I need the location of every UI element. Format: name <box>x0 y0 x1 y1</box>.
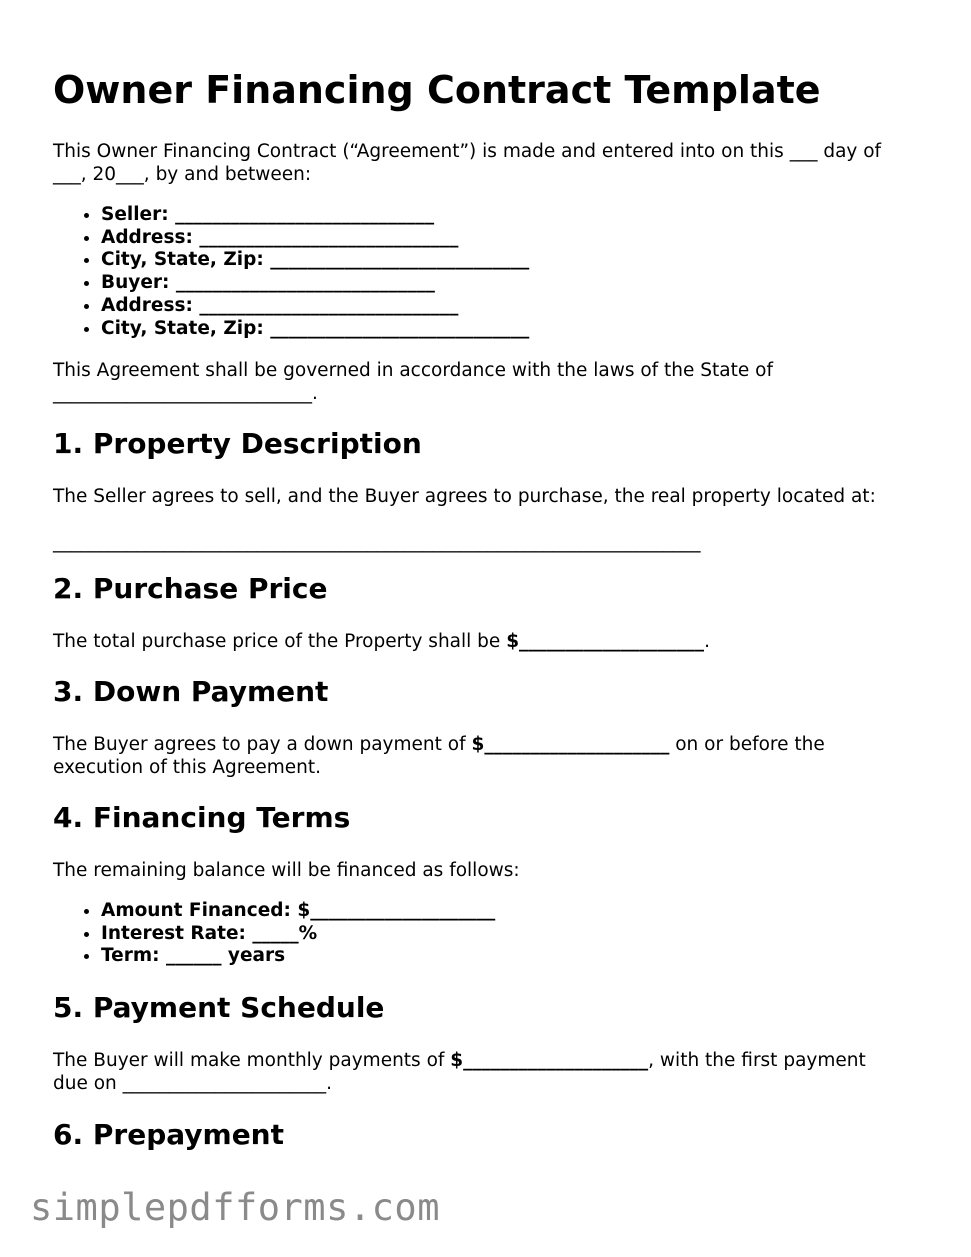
intro-line-2: ___, 20___, by and between: <box>53 164 312 185</box>
intro-paragraph <box>53 140 913 186</box>
section-heading-property: 1. Property Description <box>53 427 422 460</box>
buyer-city-blank[interactable]: ____________________________ <box>270 317 530 339</box>
price-blank[interactable]: $____________________ <box>506 631 705 652</box>
watermark: simplepdfforms.com <box>30 1186 440 1229</box>
governing-law-line-1: This Agreement shall be governed in accordance with the laws of the State of <box>53 360 773 381</box>
interest-rate-item[interactable]: • Interest Rate: _____% <box>101 923 495 946</box>
schedule-paragraph: The Buyer will make monthly payments of $____________________, with the first payment due on ______________________. <box>53 1050 866 1094</box>
seller-blank[interactable]: ____________________________ <box>175 204 435 225</box>
seller-city-blank[interactable]: ____________________________ <box>270 249 530 271</box>
buyer-blank[interactable]: ____________________________ <box>175 272 435 294</box>
intro-line-1: This Owner Financing Contract (“Agreement”) is made and entered into on this ___ day of <box>53 141 882 162</box>
party-item-buyer-address: • Address: ____________________________ <box>101 295 529 318</box>
party-item-seller: • Seller: ____________________________ <box>101 204 529 227</box>
buyer-address-blank[interactable]: ____________________________ <box>199 294 459 316</box>
document-title: Owner Financing Contract Template <box>53 68 821 112</box>
down-payment-paragraph: The Buyer agrees to pay a down payment of $____________________ on or before the execution of this Agreement. <box>53 734 825 778</box>
section-heading-prepayment: 6. Prepayment <box>53 1118 284 1151</box>
parties-list <box>53 204 529 340</box>
section-heading-down-payment: 3. Down Payment <box>53 675 329 708</box>
first-payment-due-line[interactable]: due on ______________________. <box>53 1073 333 1094</box>
amount-financed-item[interactable]: • Amount Financed: $____________________ <box>101 900 495 923</box>
property-paragraph: The Seller agrees to sell, and the Buyer agrees to purchase, the real property located at: <box>53 486 876 507</box>
section-heading-financing: 4. Financing Terms <box>53 801 351 834</box>
state-blank[interactable]: ____________________________. <box>53 383 318 404</box>
monthly-payment-blank[interactable]: $____________________ <box>450 1050 649 1071</box>
section-heading-schedule: 5. Payment Schedule <box>53 991 385 1024</box>
party-item-seller-address: • Address: ____________________________ <box>101 227 529 250</box>
property-address-blank[interactable]: ______________________________________________________________________ <box>53 532 701 553</box>
term-item[interactable]: • Term: ______ years <box>101 945 495 968</box>
down-payment-blank[interactable]: $____________________ <box>471 734 670 755</box>
party-item-seller-city: • City, State, Zip: ____________________________ <box>101 249 529 272</box>
governing-law-paragraph <box>53 359 913 405</box>
section-heading-price: 2. Purchase Price <box>53 572 328 605</box>
party-item-buyer-city: • City, State, Zip: ____________________________ <box>101 318 529 341</box>
financing-paragraph: The remaining balance will be financed as follows: <box>53 860 520 881</box>
party-item-buyer: • Buyer: ____________________________ <box>101 272 529 295</box>
seller-address-blank[interactable]: ____________________________ <box>199 226 459 248</box>
financing-terms-list <box>53 900 495 968</box>
price-paragraph: The total purchase price of the Property shall be $____________________. <box>53 631 710 652</box>
